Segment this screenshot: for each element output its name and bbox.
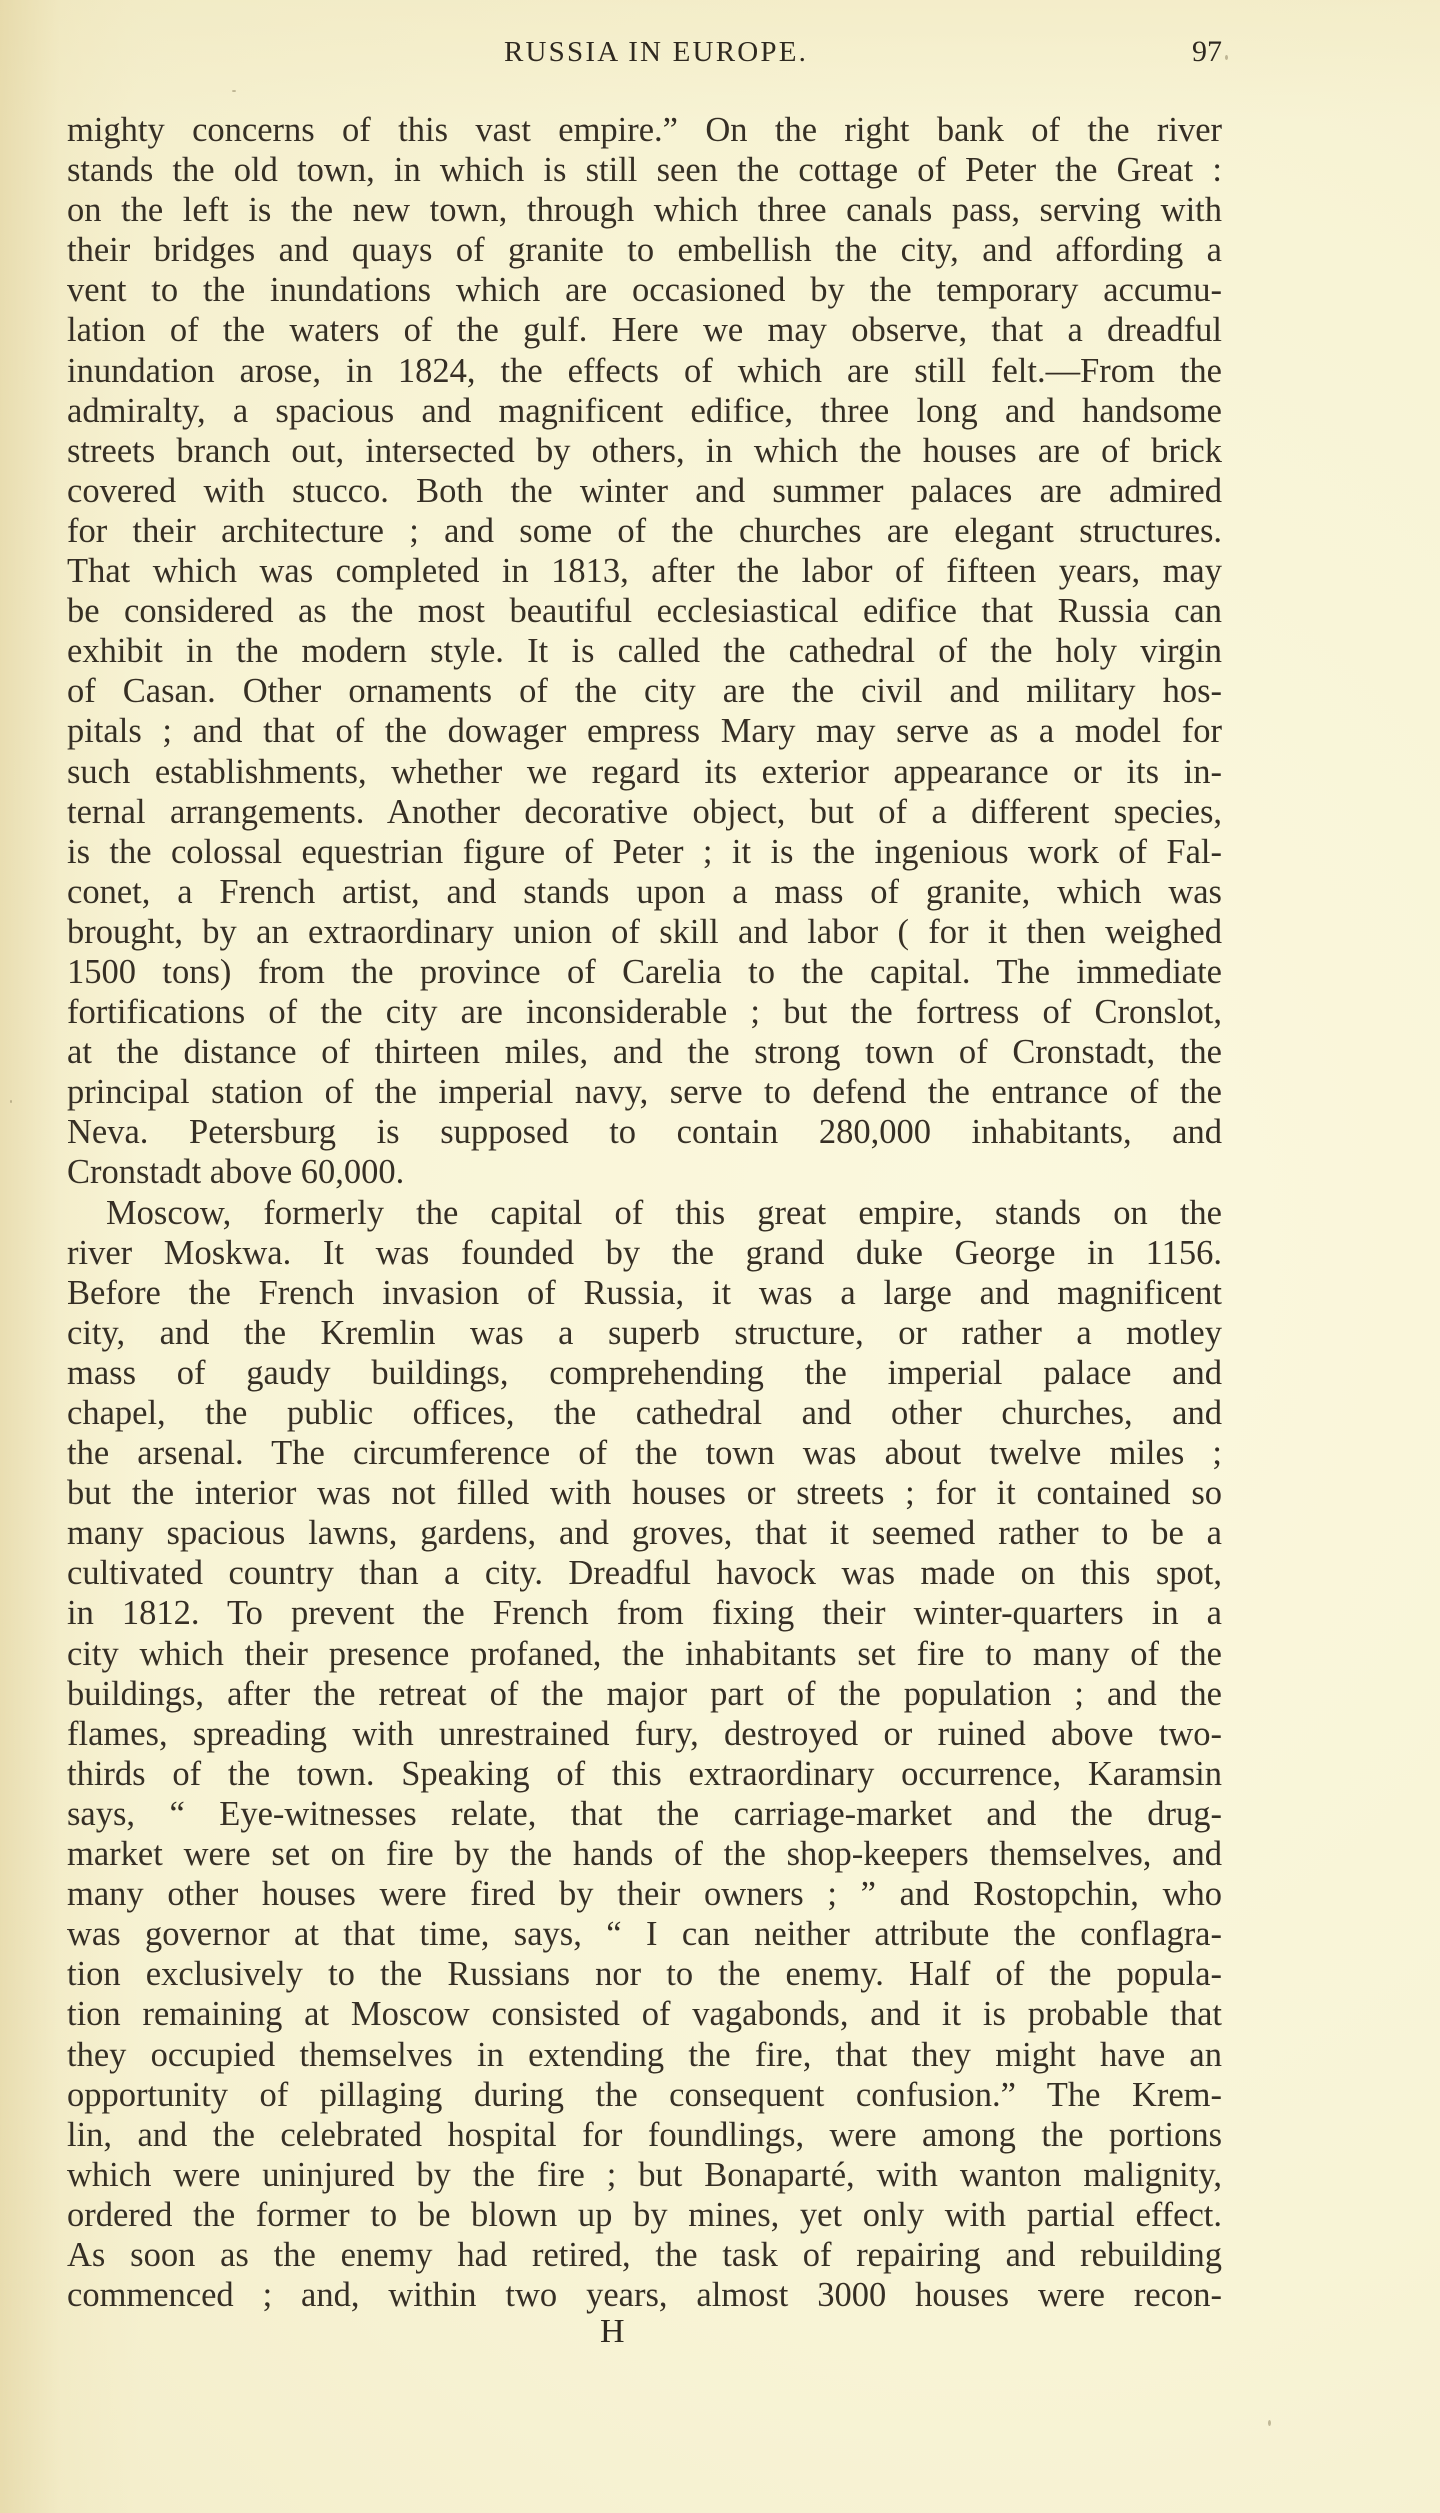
text-line: river Moskwa. It was founded by the grand duke George in 1156. [67, 1233, 1222, 1272]
text-line: admiralty, a spacious and magnificent edifice, three long and handsome [67, 391, 1222, 430]
text-line: lation of the waters of the gulf. Here we may observe, that a dreadful [67, 311, 1222, 350]
text-line: pitals ; and that of the dowager empress Mary may serve as a model for [67, 712, 1222, 751]
text-line: streets branch out, intersected by others, in which the houses are of brick [67, 431, 1222, 470]
text-line: but the interior was not filled with houses or streets ; for it contained so [67, 1474, 1222, 1513]
text-line: stands the old town, in which is still seen the cottage of Peter the Great : [67, 151, 1222, 190]
paper-speck [232, 90, 236, 92]
text-line: flames, spreading with unrestrained fury, destroyed or ruined above two- [67, 1714, 1222, 1753]
text-line: be considered as the most beautiful ecclesiastical edifice that Russia can [67, 592, 1222, 631]
paragraph-end-line: Cronstadt above 60,000. [67, 1153, 405, 1192]
text-line: fortifications of the city are inconsiderable ; but the fortress of Cronslot, [67, 993, 1222, 1032]
text-line: That which was completed in 1813, after the labor of fifteen years, may [67, 552, 1222, 591]
text-line: principal station of the imperial navy, serve to defend the entrance of the [67, 1073, 1222, 1112]
running-header [67, 34, 1222, 70]
text-line: in 1812. To prevent the French from fixing their winter-quarters in a [67, 1594, 1222, 1633]
paper-speck [1268, 2420, 1271, 2426]
text-line: mass of gaudy buildings, comprehending the imperial palace and [67, 1353, 1222, 1392]
text-line: their bridges and quays of granite to embellish the city, and affording a [67, 231, 1222, 270]
text-line: on the left is the new town, through which three canals pass, serving with [67, 191, 1222, 230]
text-line: market were set on fire by the hands of the shop-keepers themselves, and [67, 1835, 1222, 1874]
body-text [67, 110, 1222, 2315]
text-line: lin, and the celebrated hospital for foundlings, were among the portions [67, 2115, 1222, 2154]
text-line: exhibit in the modern style. It is called the cathedral of the holy virgin [67, 632, 1222, 671]
text-line: cultivated country than a city. Dreadful havock was made on this spot, [67, 1554, 1222, 1593]
text-line: tion remaining at Moscow consisted of vagabonds, and it is probable that [67, 1995, 1222, 2034]
signature-mark: H [600, 2313, 625, 2350]
text-line: tion exclusively to the Russians nor to the enemy. Half of the popula- [67, 1955, 1222, 1994]
paragraph-start-line: Moscow, formerly the capital of this great empire, stands on the [106, 1193, 1222, 1232]
page-number: 97 [1192, 35, 1222, 68]
text-line: which were uninjured by the fire ; but Bonaparté, with wanton malignity, [67, 2155, 1222, 2194]
text-line: mighty concerns of this vast empire.” On the right bank of the river [67, 111, 1222, 149]
text-line: many spacious lawns, gardens, and groves, that it seemed rather to be a [67, 1514, 1222, 1553]
running-title: RUSSIA IN EUROPE. [504, 36, 809, 68]
text-line: brought, by an extraordinary union of skill and labor ( for it then weighed [67, 912, 1222, 951]
text-line: conet, a French artist, and stands upon a mass of granite, which was [67, 872, 1222, 911]
paper-speck [10, 1100, 12, 1103]
text-line: city which their presence profaned, the inhabitants set fire to many of the [67, 1634, 1222, 1673]
text-line: As soon as the enemy had retired, the task of repairing and rebuilding [67, 2235, 1222, 2274]
text-line: city, and the Kremlin was a superb structure, or rather a motley [67, 1313, 1222, 1352]
text-line: 1500 tons) from the province of Carelia to the capital. The immediate [67, 952, 1222, 991]
text-line: ternal arrangements. Another decorative object, but of a different species, [67, 792, 1222, 831]
text-line: such establishments, whether we regard its exterior appearance or its in- [67, 752, 1222, 791]
text-line: is the colossal equestrian figure of Peter ; it is the ingenious work of Fal- [67, 832, 1222, 871]
text-line: chapel, the public offices, the cathedral and other churches, and [67, 1394, 1222, 1432]
text-line: for their architecture ; and some of the churches are elegant structures. [67, 511, 1222, 550]
text-line: says, “ Eye-witnesses relate, that the carriage-market and the drug- [67, 1794, 1222, 1833]
text-line: the arsenal. The circumference of the town was about twelve miles ; [67, 1434, 1222, 1473]
text-line: covered with stucco. Both the winter and summer palaces are admired [67, 471, 1222, 510]
text-line: of Casan. Other ornaments of the city are the civil and military hos- [67, 672, 1222, 711]
text-line: was governor at that time, says, “ I can neither attribute the conflagra- [67, 1915, 1222, 1954]
text-line: Before the French invasion of Russia, it was a large and magnificent [67, 1273, 1222, 1312]
text-line: vent to the inundations which are occasioned by the temporary accumu- [67, 271, 1222, 310]
text-line: inundation arose, in 1824, the effects of which are still felt.—From the [67, 351, 1222, 390]
paper-speck [1225, 55, 1228, 60]
text-line: many other houses were fired by their owners ; ” and Rostopchin, who [67, 1875, 1222, 1914]
text-line: at the distance of thirteen miles, and the strong town of Cronstadt, the [67, 1033, 1222, 1072]
text-line: Neva. Petersburg is supposed to contain 280,000 inhabitants, and [67, 1113, 1222, 1152]
text-line: opportunity of pillaging during the consequent confusion.” The Krem- [67, 2075, 1222, 2114]
text-line: ordered the former to be blown up by mines, yet only with partial effect. [67, 2195, 1222, 2234]
text-line: they occupied themselves in extending the fire, that they might have an [67, 2035, 1222, 2074]
text-line: commenced ; and, within two years, almost 3000 houses were recon- [67, 2276, 1222, 2315]
text-line: buildings, after the retreat of the major part of the population ; and the [67, 1674, 1222, 1713]
text-line: thirds of the town. Speaking of this extraordinary occurrence, Karamsin [67, 1754, 1222, 1793]
